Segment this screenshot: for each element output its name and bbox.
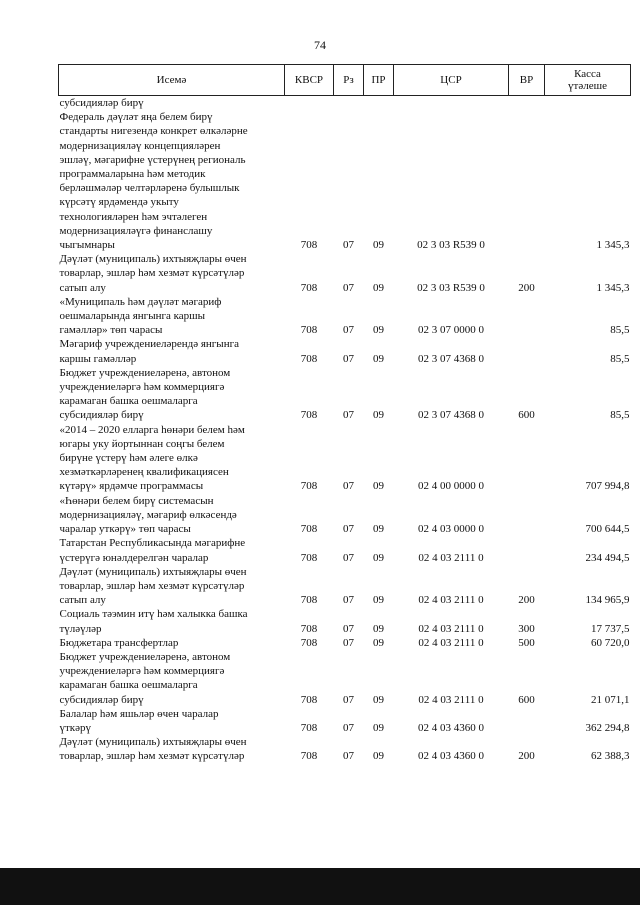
row-amount: 85,5 bbox=[610, 352, 630, 365]
row-amount bbox=[545, 96, 631, 111]
table-header-row bbox=[59, 65, 631, 96]
row-amount: 62 388,3 bbox=[591, 750, 630, 763]
row-csr: 02 3 03 R539 0 bbox=[417, 239, 485, 252]
row-rz: 07 bbox=[343, 324, 354, 337]
row-rz: 07 bbox=[343, 352, 354, 365]
row-kvsr: 708 bbox=[300, 281, 318, 294]
row-vr bbox=[509, 96, 545, 111]
row-amount: 85,5 bbox=[610, 409, 630, 422]
table-row bbox=[59, 735, 631, 763]
row-kvsr: 708 bbox=[300, 594, 318, 607]
row-rz: 07 bbox=[343, 480, 354, 493]
row-pr: 09 bbox=[373, 281, 384, 294]
row-name: Дәүләт (муниципаль) ихтыяҗлары өчен товарлар, эшләр һәм хезмәт күрсәтүләр сатып алу bbox=[59, 253, 247, 294]
row-csr: 02 4 03 4360 0 bbox=[418, 721, 484, 734]
row-pr: 09 bbox=[373, 636, 384, 649]
row-amount: 85,5 bbox=[610, 324, 630, 337]
table-row bbox=[59, 96, 631, 111]
row-pr: 09 bbox=[373, 523, 384, 536]
row-name: Балалар һәм яшьләр өчен чаралар үткәрү bbox=[59, 707, 219, 734]
row-amount: 21 071,1 bbox=[591, 693, 630, 706]
row-amount: 134 965,9 bbox=[585, 594, 630, 607]
row-vr bbox=[509, 536, 545, 564]
row-amount: 17 737,5 bbox=[591, 622, 630, 635]
row-name: Бюджет учреждениеләренә, автоном учреждениеләргә һәм коммерциягә карамаган башка оешмаларга субсидияләр бирү bbox=[59, 366, 231, 422]
row-kvsr bbox=[285, 96, 334, 111]
table-row bbox=[59, 536, 631, 564]
row-kvsr: 708 bbox=[300, 693, 318, 706]
row-rz: 07 bbox=[343, 594, 354, 607]
row-vr: 200 bbox=[518, 750, 535, 763]
row-vr bbox=[509, 494, 545, 537]
row-vr bbox=[509, 337, 545, 365]
row-rz: 07 bbox=[343, 409, 354, 422]
row-rz: 07 bbox=[343, 693, 354, 706]
row-pr: 09 bbox=[373, 721, 384, 734]
row-kvsr: 708 bbox=[300, 551, 318, 564]
row-name: Бюджет учреждениеләренә, автоном учреждениеләргә һәм коммерциягә карамаган башка оешмаларга субсидияләр бирү bbox=[59, 650, 231, 706]
header-csr: ЦСР bbox=[394, 65, 509, 96]
row-name: «2014 – 2020 елларга һөнәри белем һәм югары уку йортыннан соңгы белем бирүне үстерү һәм әлеге өлкә хезмәткәрләренең квалификациясен күтәрү» ярдәмче программасы bbox=[59, 423, 245, 493]
row-pr: 09 bbox=[373, 622, 384, 635]
row-vr: 500 bbox=[518, 636, 535, 649]
row-kvsr: 708 bbox=[300, 750, 318, 763]
header-name: Исемә bbox=[59, 65, 285, 96]
row-csr: 02 3 07 4368 0 bbox=[418, 409, 484, 422]
row-rz: 07 bbox=[343, 281, 354, 294]
row-pr: 09 bbox=[373, 352, 384, 365]
page-number: 74 bbox=[314, 38, 326, 52]
row-name: «Муниципаль һәм дәүләт мәгариф оешмаларында янгынга каршы гамәлләр» төп чарасы bbox=[59, 295, 222, 337]
row-csr: 02 3 07 4368 0 bbox=[418, 352, 484, 365]
row-rz: 07 bbox=[343, 523, 354, 536]
row-amount: 700 644,5 bbox=[585, 523, 630, 536]
row-pr: 09 bbox=[373, 750, 384, 763]
row-name: Татарстан Республикасында мәгарифне үстерүгә юнәлдерелгән чаралар bbox=[59, 537, 246, 564]
row-kvsr: 708 bbox=[300, 324, 318, 337]
row-pr: 09 bbox=[373, 594, 384, 607]
row-vr bbox=[509, 423, 545, 494]
row-rz: 07 bbox=[343, 622, 354, 635]
row-amount: 1 345,3 bbox=[596, 281, 630, 294]
table-row bbox=[59, 423, 631, 494]
row-rz: 07 bbox=[343, 551, 354, 564]
row-pr: 09 bbox=[373, 324, 384, 337]
row-kvsr: 708 bbox=[300, 409, 318, 422]
row-kvsr: 708 bbox=[300, 352, 318, 365]
row-pr: 09 bbox=[373, 480, 384, 493]
row-pr: 09 bbox=[373, 693, 384, 706]
row-name: Дәүләт (муниципаль) ихтыяҗлары өчен товарлар, эшләр һәм хезмәт күрсәтүләр bbox=[59, 736, 247, 763]
row-pr bbox=[364, 96, 394, 111]
row-kvsr: 708 bbox=[300, 636, 318, 649]
row-amount: 707 994,8 bbox=[585, 480, 630, 493]
table-row bbox=[59, 110, 631, 252]
row-csr: 02 3 07 0000 0 bbox=[418, 324, 484, 337]
row-name: «Һөнәри белем бирү системасын модернизацияләү, мәгариф өлкәсендә чаралар уткәрү» төп чарасы bbox=[59, 494, 237, 536]
row-csr: 02 3 03 R539 0 bbox=[417, 281, 485, 294]
row-vr: 200 bbox=[518, 281, 535, 294]
table-row bbox=[59, 650, 631, 707]
row-rz: 07 bbox=[343, 636, 354, 649]
header-pr: ПР bbox=[364, 65, 394, 96]
budget-table bbox=[58, 64, 631, 764]
row-amount: 362 294,8 bbox=[585, 721, 630, 734]
table-row bbox=[59, 494, 631, 537]
table-row bbox=[59, 565, 631, 608]
row-vr: 200 bbox=[518, 594, 535, 607]
row-csr: 02 4 03 2111 0 bbox=[418, 551, 484, 564]
table-row bbox=[59, 252, 631, 295]
row-vr bbox=[509, 295, 545, 338]
row-kvsr: 708 bbox=[300, 721, 318, 734]
row-csr: 02 4 03 2111 0 bbox=[418, 594, 484, 607]
header-kvsr: КВСР bbox=[285, 65, 334, 96]
row-pr: 09 bbox=[373, 409, 384, 422]
row-csr: 02 4 03 2111 0 bbox=[418, 622, 484, 635]
row-vr: 300 bbox=[518, 622, 535, 635]
row-csr: 02 4 03 2111 0 bbox=[418, 693, 484, 706]
row-kvsr: 708 bbox=[300, 523, 318, 536]
scan-edge-bar bbox=[0, 868, 640, 905]
table-row bbox=[59, 607, 631, 635]
table-row bbox=[59, 636, 631, 650]
row-vr bbox=[509, 707, 545, 735]
row-rz: 07 bbox=[343, 721, 354, 734]
table-row bbox=[59, 337, 631, 365]
row-amount: 234 494,5 bbox=[585, 551, 630, 564]
row-name: Дәүләт (муниципаль) ихтыяҗлары өчен товарлар, эшләр һәм хезмәт күрсәтүләр сатып алу bbox=[59, 565, 247, 607]
table-row bbox=[59, 295, 631, 338]
row-kvsr: 708 bbox=[300, 239, 318, 252]
row-csr: 02 4 03 4360 0 bbox=[418, 750, 484, 763]
row-pr: 09 bbox=[373, 551, 384, 564]
table-row bbox=[59, 366, 631, 423]
row-kvsr: 708 bbox=[300, 622, 318, 635]
row-kvsr: 708 bbox=[300, 480, 318, 493]
header-rz: Рз bbox=[334, 65, 364, 96]
table-body bbox=[59, 96, 631, 764]
row-csr: 02 4 03 0000 0 bbox=[418, 523, 484, 536]
row-csr: 02 4 00 0000 0 bbox=[418, 480, 484, 493]
row-vr: 600 bbox=[518, 693, 535, 706]
header-amount: Касса үтәлеше bbox=[545, 65, 631, 96]
row-pr: 09 bbox=[373, 239, 384, 252]
row-name: Мәгариф учреждениеләрендә янгынга каршы гамәлләр bbox=[59, 338, 239, 365]
row-amount: 60 720,0 bbox=[591, 636, 630, 649]
row-rz bbox=[334, 96, 364, 111]
table-row bbox=[59, 707, 631, 735]
row-csr: 02 4 03 2111 0 bbox=[418, 636, 484, 649]
row-rz: 07 bbox=[343, 750, 354, 763]
row-name: Федераль дәүләт яңа белем бирү стандарты нигезендә конкрет өлкәләрне модернизацияләү концепцияләрен эшләү, мәгарифне үстерүнең региональ программаларына һәм методик берләшмәләр челтәрләренә булышлык күрсәтү ярдәмендә укыту технологияләрен һәм эчтәлеген модернизацияләүгә финанслашу чыгымнары bbox=[59, 111, 248, 252]
row-name: Бюджетара трансфертлар bbox=[59, 636, 179, 649]
row-rz: 07 bbox=[343, 239, 354, 252]
row-amount: 1 345,3 bbox=[596, 239, 630, 252]
row-vr: 600 bbox=[518, 409, 535, 422]
header-vr: ВР bbox=[509, 65, 545, 96]
row-name: субсидияләр бирү bbox=[59, 97, 144, 109]
row-name: Социаль тәэмин итү һәм халыкка башка түләүләр bbox=[59, 608, 248, 635]
row-csr bbox=[394, 96, 509, 111]
row-vr bbox=[509, 110, 545, 252]
